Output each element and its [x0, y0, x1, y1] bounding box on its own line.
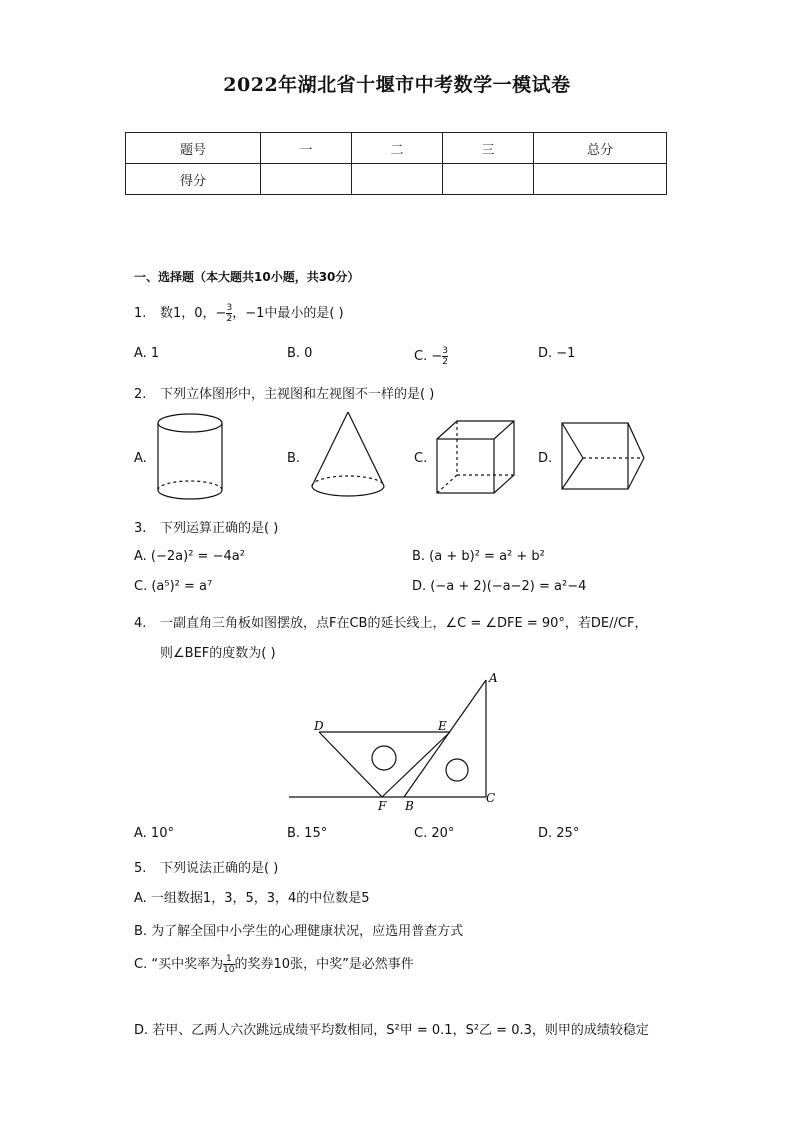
question-5 [134, 857, 278, 876]
option-b[interactable]: B. [287, 451, 301, 466]
table-cell: 得分 [126, 164, 261, 195]
question-number: 5. [134, 861, 147, 876]
question-number: 4. [134, 616, 147, 631]
option-c[interactable]: C. 20° [414, 826, 455, 841]
option-d[interactable]: D. −1 [538, 346, 576, 361]
point-c-label: C [486, 791, 496, 805]
option-a[interactable]: A. 一组数据1，3，5，3，4的中位数是5 [134, 891, 370, 906]
option-a[interactable]: A. [134, 451, 147, 466]
question-stem: 下列运算正确的是( ) [160, 521, 279, 536]
option-c[interactable]: C. [414, 451, 428, 466]
option-d[interactable]: D. 25° [538, 826, 580, 841]
question-stem: 下列立体图形中，主视图和左视图不一样的是( ) [160, 387, 435, 402]
question-stem: 一副直角三角板如图摆放，点F在CB的延长线上，∠C = ∠DFE = 90°，若DE//CF， [160, 616, 648, 631]
fraction: $\frac{3}{2}$ [226, 303, 233, 324]
option-b[interactable]: B. (a + b)² = a² + b² [412, 549, 545, 564]
page-title: 2022年湖北省十堰市中考数学一模试卷 [223, 74, 571, 96]
option-a[interactable]: A. 10° [134, 826, 174, 841]
question-stem: ，−1中最小的是( ) [232, 306, 344, 321]
triangle-figure [289, 680, 486, 797]
point-d-label: D [314, 719, 324, 733]
point-b-label: B [405, 799, 414, 813]
option-b[interactable]: B. 0 [287, 346, 313, 361]
option-a[interactable]: A. (−2a)² = −4a² [134, 549, 245, 564]
question-stem: 下列说法正确的是( ) [160, 861, 279, 876]
cube-figure [437, 421, 514, 493]
question-3 [134, 517, 278, 536]
point-a-label: A [489, 671, 498, 685]
option-d[interactable]: D. (−a + 2)(−a−2) = a²−4 [412, 579, 587, 594]
section-heading: 一、选择题（本大题共10小题，共30分） [134, 270, 360, 284]
question-stem: 数1，0， [160, 306, 216, 321]
option-d[interactable]: D. [538, 451, 553, 466]
question-stem-line2: 则∠BEF的度数为( ) [160, 646, 276, 661]
cylinder-figure [158, 414, 222, 499]
table-cell: 三 [443, 133, 534, 164]
option-b[interactable]: B. 为了解全国中小学生的心理健康状况，应选用普查方式 [134, 924, 464, 939]
option-c[interactable]: C. (a⁵)² = a⁷ [134, 579, 213, 594]
option-a[interactable]: A. 1 [134, 346, 160, 361]
point-f-label: F [378, 799, 387, 813]
table-cell: 总分 [534, 133, 667, 164]
question-4 [134, 612, 647, 631]
prism-figure [562, 423, 644, 489]
table-cell: 一 [261, 133, 352, 164]
cone-figure [312, 412, 384, 496]
question-number: 2. [134, 387, 147, 402]
option-c[interactable]: C. − $\frac{3}{2}$ [414, 346, 448, 367]
point-e-label: E [438, 719, 447, 733]
option-c[interactable]: C. “买中奖率为 $\frac{1}{10}$ 的奖券10张，中奖”是必然事件 [134, 954, 414, 975]
option-b[interactable]: B. 15° [287, 826, 328, 841]
table-cell: 题号 [126, 133, 261, 164]
option-d[interactable]: D. 若甲、乙两人六次跳远成绩平均数相同，S²甲 = 0.1，S²乙 = 0.3，则甲的成绩较稳定 [134, 1023, 649, 1038]
question-number: 1. [134, 306, 147, 321]
question-number: 3. [134, 521, 147, 536]
table-cell: 二 [352, 133, 443, 164]
question-1: 1. 数1，0，− $\frac{3}{2}$ ，−1中最小的是( ) [134, 303, 344, 324]
